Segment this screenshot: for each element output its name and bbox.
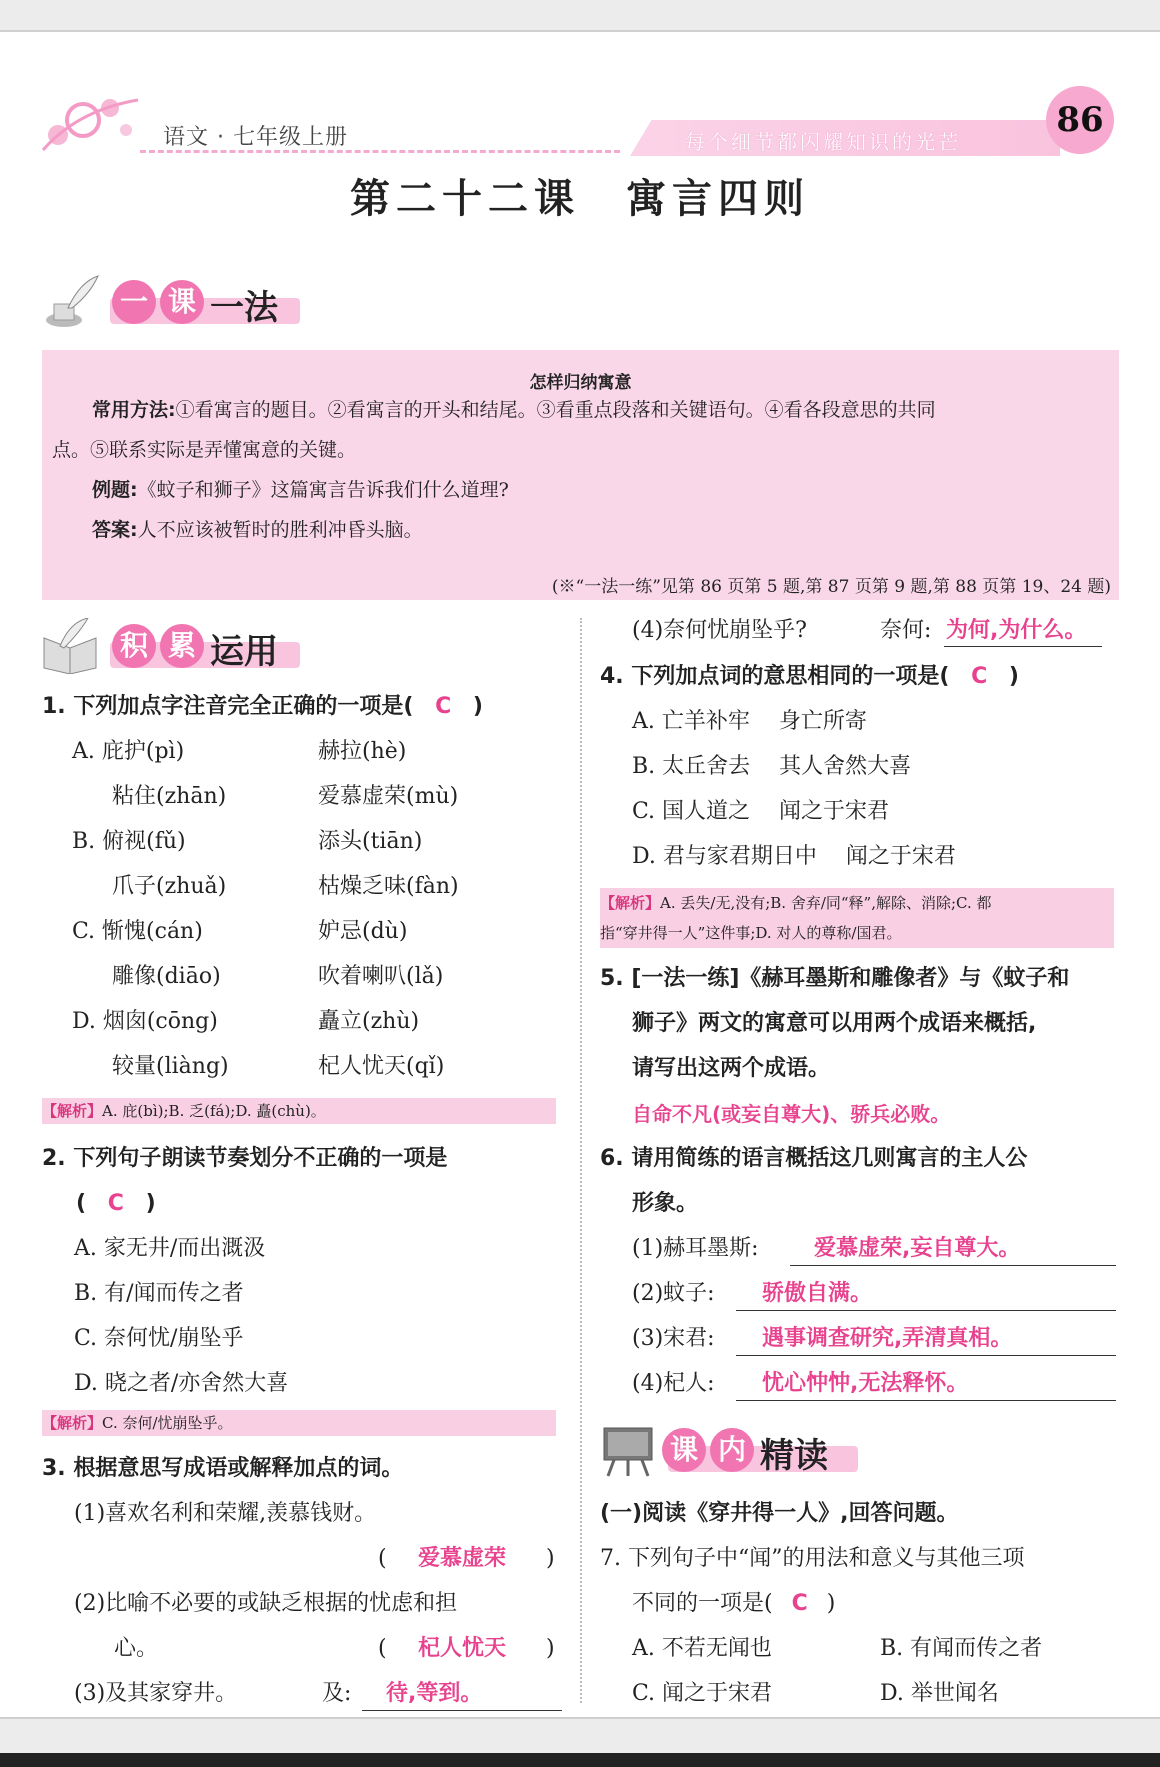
item: (3)宋君: — [632, 1326, 715, 1351]
answer-text: 人不应该被暂时的胜利冲昏头脑。 — [137, 519, 423, 541]
column-divider — [580, 618, 582, 1703]
viewer-bottom-bar — [0, 1717, 1160, 1767]
textbook-page: 语文 · 七年级上册 每个细节都闪耀知识的光芒 86 第二十二课 寓言四则 一 课 一法 怎样归纳寓意 常用方法:①看寓言的题目。②看寓言的开头和结尾。③看重点段落和关键语句。④看各段意思的共同 点。⑤联系实际是弄懂寓意的关键。 例题:《蚊子和狮子》这篇寓言告诉我们什么道理? 答案:人不应该被暂时的胜利冲昏头脑。 (※“一法一练”见第 86 页第 5 题,第 87 页第 9 题,第 88 页第 19、24 题) 积 累 运用 1. 下列加点字注音完全正确的一项是( C ) A. 庇护(pì) 赫拉(hè) 粘住(zhān) 爱慕虚荣(mù) B. 俯视(fǔ) 添头(tiān) 爪子(zhuǎ) 枯燥乏味(fàn) C. 惭愧(cán) 妒忌(dù) 雕像(diāo) 吹着喇叭(lǎ) D. 烟囱(cōng) 矗立(zhù) 较量(liàng) 杞人忧天(qǐ) 【解析】A. 庇(bì);B. 乏(fá);D. 矗(chù)。 2. 下列句子朗读节奏划分不正确的一项是 ( C ) A. 家无井/而出溉汲 B. 有/闻而传之者 C. 奈何忧/崩坠乎 D. 晓之者/亦舍然大喜 【解析】C. 奈何/忧崩坠乎。 3. 根据意思写成语或解释加点的词。 (1)喜欢名利和荣耀,羡慕钱财。 ( 爱慕虚荣 ) (2)比喻不必要的或缺乏根据的忧虑和担 心。 ( 杞人忧天 ) (3)及其家穿井。 及: 待,等到。 (4)奈何忧崩坠乎? 奈何: 为何,为什么。 4. 下列加点词的意思相同的一项是( C ) A. 亡羊补牢 身亡所寄 B. 太丘舍去 其人舍然大喜 C. 国人道之 闻之于宋君 D. 君与家君期日中 闻之于宋君 【解析】A. 丢失/无,没有;B. 舍弃/同“释”,解除、消除;C. 都 指“穿井得一人”这件事;D. 对人的尊称/国君。 5. [一法一练]《赫耳墨斯和雕像者》与《蚊子和 狮子》两文的寓意可以用两个成语来概括, 请写出这两个成语。 自命不凡(或妄自尊大)、骄兵必败。 6. 请用简练的语言概括这几则寓言的主人公 形象。 (1)赫耳墨斯: 爱慕虚荣,妄自尊大。 (2)蚊子: 骄傲自满。 (3)宋君: 遇事调查研究,弄清真相。 (4)杞人: 忧心忡忡,无法释怀。 课 内 精读 (一)阅读《穿井得一人》,回答问题。 7. 下列句子中“闻”的用法和意义与其他三项 不同的一项是( C ) A. 不若无闻也 B. 有闻而传之者 C. 闻之于宋君 D. 举世闻名 — [0, 32, 1160, 1717]
question-3: 3. 根据意思写成语或解释加点的词。 — [42, 1456, 404, 1481]
section-heading-method — [40, 272, 300, 328]
option: 爪子(zhuǎ) — [112, 874, 227, 899]
option: C. 惭愧(cán) — [72, 919, 203, 944]
question-1: 1. 下列加点字注音完全正确的一项是( C ) — [42, 694, 483, 719]
option: A. 家无井/而出溉汲 — [74, 1236, 266, 1261]
answer: C — [107, 1191, 124, 1216]
option: 吹着喇叭(lǎ) — [318, 964, 444, 989]
question-4: 4. 下列加点词的意思相同的一项是( C ) — [600, 664, 1019, 689]
heading-ball: 一 — [112, 280, 156, 324]
motto-text: 每个细节都闪耀知识的光芒 — [685, 130, 961, 154]
answer: 爱慕虚荣 — [418, 1546, 507, 1571]
option: B. 太丘舍去 其人舍然大喜 — [632, 754, 912, 779]
option: D. 举世闻名 — [880, 1681, 999, 1706]
answer: 自命不凡(或妄自尊大)、骄兵必败。 — [632, 1102, 951, 1126]
inkwell-quill-icon — [40, 274, 100, 330]
item: (1)喜欢名利和荣耀,羡慕钱财。 — [74, 1501, 377, 1526]
book-quill-icon — [40, 618, 100, 674]
answer: 杞人忧天 — [418, 1636, 507, 1661]
heading-ball: 内 — [710, 1428, 754, 1472]
heading-ball: 积 — [112, 624, 156, 668]
answer: 待,等到。 — [386, 1681, 483, 1706]
option: 妒忌(dù) — [318, 919, 408, 944]
option: C. 国人道之 闻之于宋君 — [632, 799, 890, 824]
option: A. 庇护(pì) — [72, 739, 185, 764]
option: 粘住(zhān) — [112, 784, 227, 809]
blackboard-icon — [598, 1422, 658, 1478]
answer-label: 答案: — [92, 519, 138, 541]
method-title: 怎样归纳寓意 — [529, 373, 632, 393]
option: B. 俯视(fǔ) — [72, 829, 186, 854]
heading-text: 一法 — [210, 288, 278, 328]
option: 赫拉(hè) — [318, 739, 407, 764]
header-divider — [140, 150, 620, 153]
item: (4)奈何忧崩坠乎? — [632, 618, 807, 643]
method-label: 常用方法: — [92, 399, 176, 421]
answer: C — [971, 664, 988, 689]
item: (2)蚊子: — [632, 1281, 715, 1306]
item: (2)比喻不必要的或缺乏根据的忧虑和担 — [74, 1591, 458, 1616]
heading-text: 运用 — [210, 632, 278, 672]
option: D. 烟囱(cōng) — [72, 1009, 218, 1034]
heading-ball: 课 — [160, 280, 204, 324]
item: 心。 — [114, 1636, 159, 1661]
option: 矗立(zhù) — [318, 1009, 420, 1034]
question-5: 5. [一法一练]《赫耳墨斯和雕像者》与《蚊子和 — [600, 966, 1070, 991]
analysis-box: 【解析】A. 庇(bì);B. 乏(fá);D. 矗(chù)。 — [42, 1098, 556, 1124]
item: (4)杞人: — [632, 1371, 715, 1396]
answer: 遇事调查研究,弄清真相。 — [762, 1326, 1013, 1351]
page-number: 86 — [1056, 100, 1104, 140]
question-6: 6. 请用简练的语言概括这几则寓言的主人公 — [600, 1146, 1028, 1171]
answer: C — [435, 694, 452, 719]
analysis-box: 【解析】A. 丢失/无,没有;B. 舍弃/同“释”,解除、消除;C. 都 指“穿井得一人”这件事;D. 对人的尊称/国君。 — [600, 888, 1114, 948]
reading-heading: (一)阅读《穿井得一人》,回答问题。 — [600, 1501, 959, 1526]
example-label: 例题: — [92, 479, 138, 501]
option: D. 君与家君期日中 闻之于宋君 — [632, 844, 956, 869]
answer: 骄傲自满。 — [762, 1281, 873, 1306]
heading-ball: 课 — [662, 1428, 706, 1472]
option: 爱慕虚荣(mù) — [318, 784, 459, 809]
lesson-title: 第二十二课 寓言四则 — [350, 176, 810, 222]
question-2: 2. 下列句子朗读节奏划分不正确的一项是 — [42, 1146, 448, 1171]
item: (1)赫耳墨斯: — [632, 1236, 759, 1261]
section-heading-reading — [598, 1420, 858, 1476]
option: 较量(liàng) — [112, 1054, 229, 1079]
option: 枯燥乏味(fàn) — [318, 874, 459, 899]
option: A. 亡羊补牢 身亡所寄 — [632, 709, 867, 734]
example-text: 《蚊子和狮子》这篇寓言告诉我们什么道理? — [137, 479, 509, 501]
heading-text: 精读 — [760, 1436, 828, 1476]
heading-ball: 累 — [160, 624, 204, 668]
method-text-cont: 点。⑤联系实际是弄懂寓意的关键。 — [52, 439, 357, 461]
method-reference: (※“一法一练”见第 86 页第 5 题,第 87 页第 9 题,第 88 页第 19、24 题) — [551, 577, 1111, 597]
book-title: 语文 · 七年级上册 — [163, 125, 348, 150]
answer: 为何,为什么。 — [946, 618, 1087, 643]
option: 杞人忧天(qǐ) — [318, 1054, 445, 1079]
answer: 爱慕虚荣,妄自尊大。 — [814, 1236, 1021, 1261]
answer: C — [791, 1591, 808, 1616]
option: B. 有闻而传之者 — [880, 1636, 1043, 1661]
option: A. 不若无闻也 — [632, 1636, 772, 1661]
option: 添头(tiān) — [318, 829, 423, 854]
method-box — [42, 350, 1119, 600]
question-2-answer: ( C ) — [76, 1191, 156, 1216]
flower-ornament-icon — [38, 90, 148, 160]
item: (3)及其家穿井。 — [74, 1681, 238, 1706]
option: C. 奈何忧/崩坠乎 — [74, 1326, 244, 1351]
viewer-top-bar — [0, 0, 1160, 32]
section-heading-practice — [40, 616, 300, 672]
method-text: ①看寓言的题目。②看寓言的开头和结尾。③看重点段落和关键语句。④看各段意思的共同 — [175, 399, 936, 421]
answer: 忧心忡忡,无法释怀。 — [762, 1371, 969, 1396]
option: C. 闻之于宋君 — [632, 1681, 773, 1706]
option: B. 有/闻而传之者 — [74, 1281, 244, 1306]
analysis-box: 【解析】C. 奈何/忧崩坠乎。 — [42, 1410, 556, 1436]
option: D. 晓之者/亦舍然大喜 — [74, 1371, 289, 1396]
option: 雕像(diāo) — [112, 964, 221, 989]
question-7: 7. 下列句子中“闻”的用法和意义与其他三项 — [600, 1546, 1025, 1571]
